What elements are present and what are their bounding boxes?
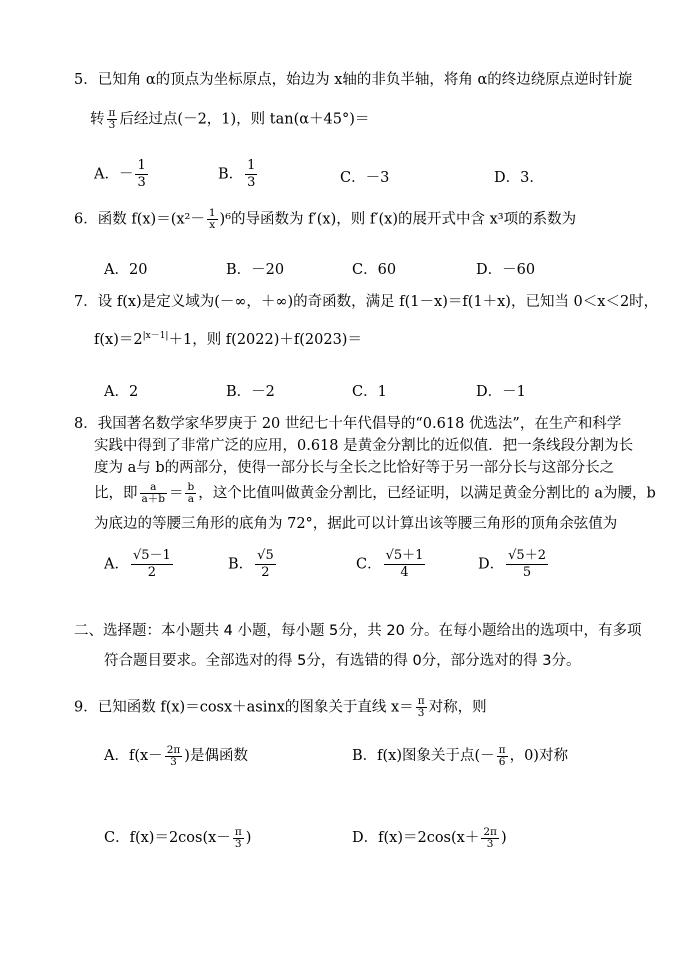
q5-line1: 5．已知角 α的顶点为坐标原点，始边为 x轴的非负半轴，将角 α的终边绕原点逆时针旋 bbox=[74, 72, 633, 88]
q6-line bbox=[74, 208, 576, 231]
q9-d-pre: D．f(x)＝2cos(x＋ bbox=[352, 830, 480, 846]
q8-b-num: √5 bbox=[257, 548, 274, 563]
q8-option-c bbox=[356, 548, 427, 581]
q9-frac-num: π bbox=[417, 695, 425, 707]
q9-b-post: ，0)对称 bbox=[509, 748, 568, 764]
q9-a-pre: A．f(x－ bbox=[104, 748, 163, 764]
q9-a-num: 2π bbox=[166, 743, 181, 756]
q8-frac1 bbox=[140, 482, 167, 505]
q8-p4-pre: 比，即 bbox=[94, 485, 138, 502]
q8-c-label: C． bbox=[356, 556, 382, 573]
q8-d-num: √5＋2 bbox=[508, 548, 546, 563]
q7-line1: 7．设 f(x)是定义域为(－∞，＋∞)的奇函数，满足 f(1－x)＝f(1＋x)，已知当 0＜x＜2时， bbox=[74, 294, 659, 310]
q8-p2: 实践中得到了非常广泛的应用，0.618 是黄金分割比的近似值．把一条线段分割为长 bbox=[94, 438, 634, 454]
q8-option-a bbox=[104, 548, 175, 581]
q6-frac bbox=[207, 208, 218, 231]
q5-option-a bbox=[94, 158, 150, 191]
q8-a-label: A． bbox=[104, 556, 129, 573]
q7-line2 bbox=[94, 326, 362, 350]
q8-a-frac bbox=[131, 548, 173, 581]
q7-line2-pre: f(x)＝2 bbox=[94, 331, 143, 348]
q9-option-c bbox=[104, 826, 251, 850]
section-2-line1: 二、选择题：本小题共 4 小题，每小题 5分，共 20 分。在每小题给出的选项中，有多项 bbox=[74, 623, 642, 639]
q8-a-den: 2 bbox=[147, 565, 157, 580]
q6-post: )⁶的导函数为 f′(x)，则 f′(x)的展开式中含 x³项的系数为 bbox=[219, 211, 577, 228]
q9-a-den: 3 bbox=[170, 755, 177, 768]
q8-frac2 bbox=[185, 482, 196, 505]
q7-option-a: A．2 bbox=[104, 384, 139, 400]
q8-frac1-den: a＋b bbox=[141, 493, 165, 505]
q8-p5: 为底边的等腰三角形的底角为 72°，据此可以计算出该等腰三角形的顶角余弦值为 bbox=[94, 516, 618, 532]
q6-frac-den: x bbox=[209, 219, 216, 231]
q8-p4-post: ，这个比值叫做黄金分割比，已经证明，以满足黄金分割比的 a为腰，b bbox=[198, 485, 656, 502]
q9-c-den: 3 bbox=[234, 837, 242, 850]
q5-a-num: 1 bbox=[137, 158, 146, 173]
q5-option-c: C．－3 bbox=[340, 170, 390, 186]
q9-c-pre: C．f(x)＝2cos(x－ bbox=[104, 830, 231, 846]
q6-pre: 6．函数 f(x)＝(x²－ bbox=[74, 211, 205, 228]
q5-a-label: A．－ bbox=[94, 166, 134, 183]
q8-b-den: 2 bbox=[261, 565, 270, 580]
q5-b-num: 1 bbox=[247, 158, 256, 173]
q7-option-c: C．1 bbox=[352, 384, 387, 400]
q8-a-num: √5－1 bbox=[132, 548, 171, 563]
section-2-line2: 符合题目要求。全部选对的得 5分，有选错的得 0分，部分选对的得 3分。 bbox=[104, 653, 581, 669]
q8-frac2-num: b bbox=[187, 481, 195, 493]
q9-b-pre: B．f(x)图象关于点(－ bbox=[352, 748, 495, 764]
q6-frac-num: 1 bbox=[208, 207, 216, 219]
q8-frac2-den: a bbox=[187, 493, 194, 505]
q9-b-den: 6 bbox=[498, 755, 506, 768]
q5-frac bbox=[107, 108, 118, 131]
q9-b-frac bbox=[497, 745, 508, 768]
q5-b-frac bbox=[245, 158, 257, 191]
q9-d-num: 2π bbox=[483, 825, 497, 838]
q9-line bbox=[74, 696, 487, 719]
q8-c-den: 4 bbox=[400, 565, 409, 580]
q9-d-den: 3 bbox=[486, 837, 494, 850]
q9-d-frac bbox=[481, 827, 499, 850]
q5-b-label: B． bbox=[218, 166, 244, 183]
q9-b-num: π bbox=[498, 743, 506, 756]
q8-p4 bbox=[94, 482, 656, 505]
q7-option-d: D．－1 bbox=[476, 384, 526, 400]
q8-p3: 度为 a与 b的两部分，使得一部分长与全长之比恰好等于另一部分长与这部分长之 bbox=[94, 460, 615, 476]
q6-option-d: D．－60 bbox=[476, 262, 536, 278]
q7-option-b: B．－2 bbox=[226, 384, 275, 400]
q5-frac-num: π bbox=[108, 107, 116, 119]
q8-frac1-num: a bbox=[140, 482, 167, 494]
q9-frac-den: 3 bbox=[417, 707, 425, 719]
q6-option-c: C．60 bbox=[352, 262, 397, 278]
q9-option-b bbox=[352, 744, 568, 768]
q8-c-frac bbox=[384, 548, 426, 581]
q5-a-den: 3 bbox=[137, 175, 146, 190]
q5-b-den: 3 bbox=[247, 175, 256, 190]
q8-p1: 8．我国著名数学家华罗庚于 20 世纪七十年代倡导的“0.618 优选法”，在生产和科学 bbox=[74, 416, 622, 432]
q8-option-b bbox=[228, 548, 278, 581]
q8-c-num: √5＋1 bbox=[385, 548, 424, 563]
q8-d-label: D． bbox=[478, 556, 505, 573]
q8-b-frac bbox=[255, 548, 276, 581]
q5-line2-post: 后经过点(－2，1)，则 tan(α＋45°)＝ bbox=[119, 111, 370, 128]
q5-line2 bbox=[90, 108, 369, 131]
q9-c-num: π bbox=[234, 825, 242, 838]
q9-a-frac bbox=[165, 745, 183, 768]
q6-option-b: B．－20 bbox=[226, 262, 285, 278]
q9-pre: 9．已知函数 f(x)＝cosx＋asinx的图象关于直线 x＝ bbox=[74, 699, 414, 716]
q9-a-post: )是偶函数 bbox=[184, 748, 248, 764]
q9-d-post: ) bbox=[500, 830, 507, 846]
q9-frac bbox=[416, 696, 427, 719]
q7-line2-post: ＋1，则 f(2022)＋f(2023)＝ bbox=[168, 331, 362, 348]
q5-frac-den: 3 bbox=[108, 119, 116, 131]
q9-c-frac bbox=[233, 827, 244, 850]
q5-option-b bbox=[218, 158, 259, 191]
q9-c-post: ) bbox=[245, 830, 252, 846]
q9-option-a bbox=[104, 744, 248, 768]
q6-option-a: A．20 bbox=[104, 262, 148, 278]
q9-option-d bbox=[352, 826, 507, 850]
q8-b-label: B． bbox=[228, 556, 254, 573]
q9-post: 对称，则 bbox=[428, 699, 487, 716]
q8-d-den: 5 bbox=[522, 565, 532, 580]
q7-exponent: |x－1| bbox=[142, 331, 169, 341]
q8-d-frac bbox=[506, 548, 548, 581]
q5-a-frac bbox=[135, 158, 147, 191]
q8-option-d bbox=[478, 548, 550, 581]
q8-p4-eq: ＝ bbox=[168, 485, 184, 502]
q5-line2-pre: 转 bbox=[90, 111, 105, 128]
q5-option-d: D．3． bbox=[494, 170, 544, 186]
section-2-header bbox=[74, 616, 654, 676]
